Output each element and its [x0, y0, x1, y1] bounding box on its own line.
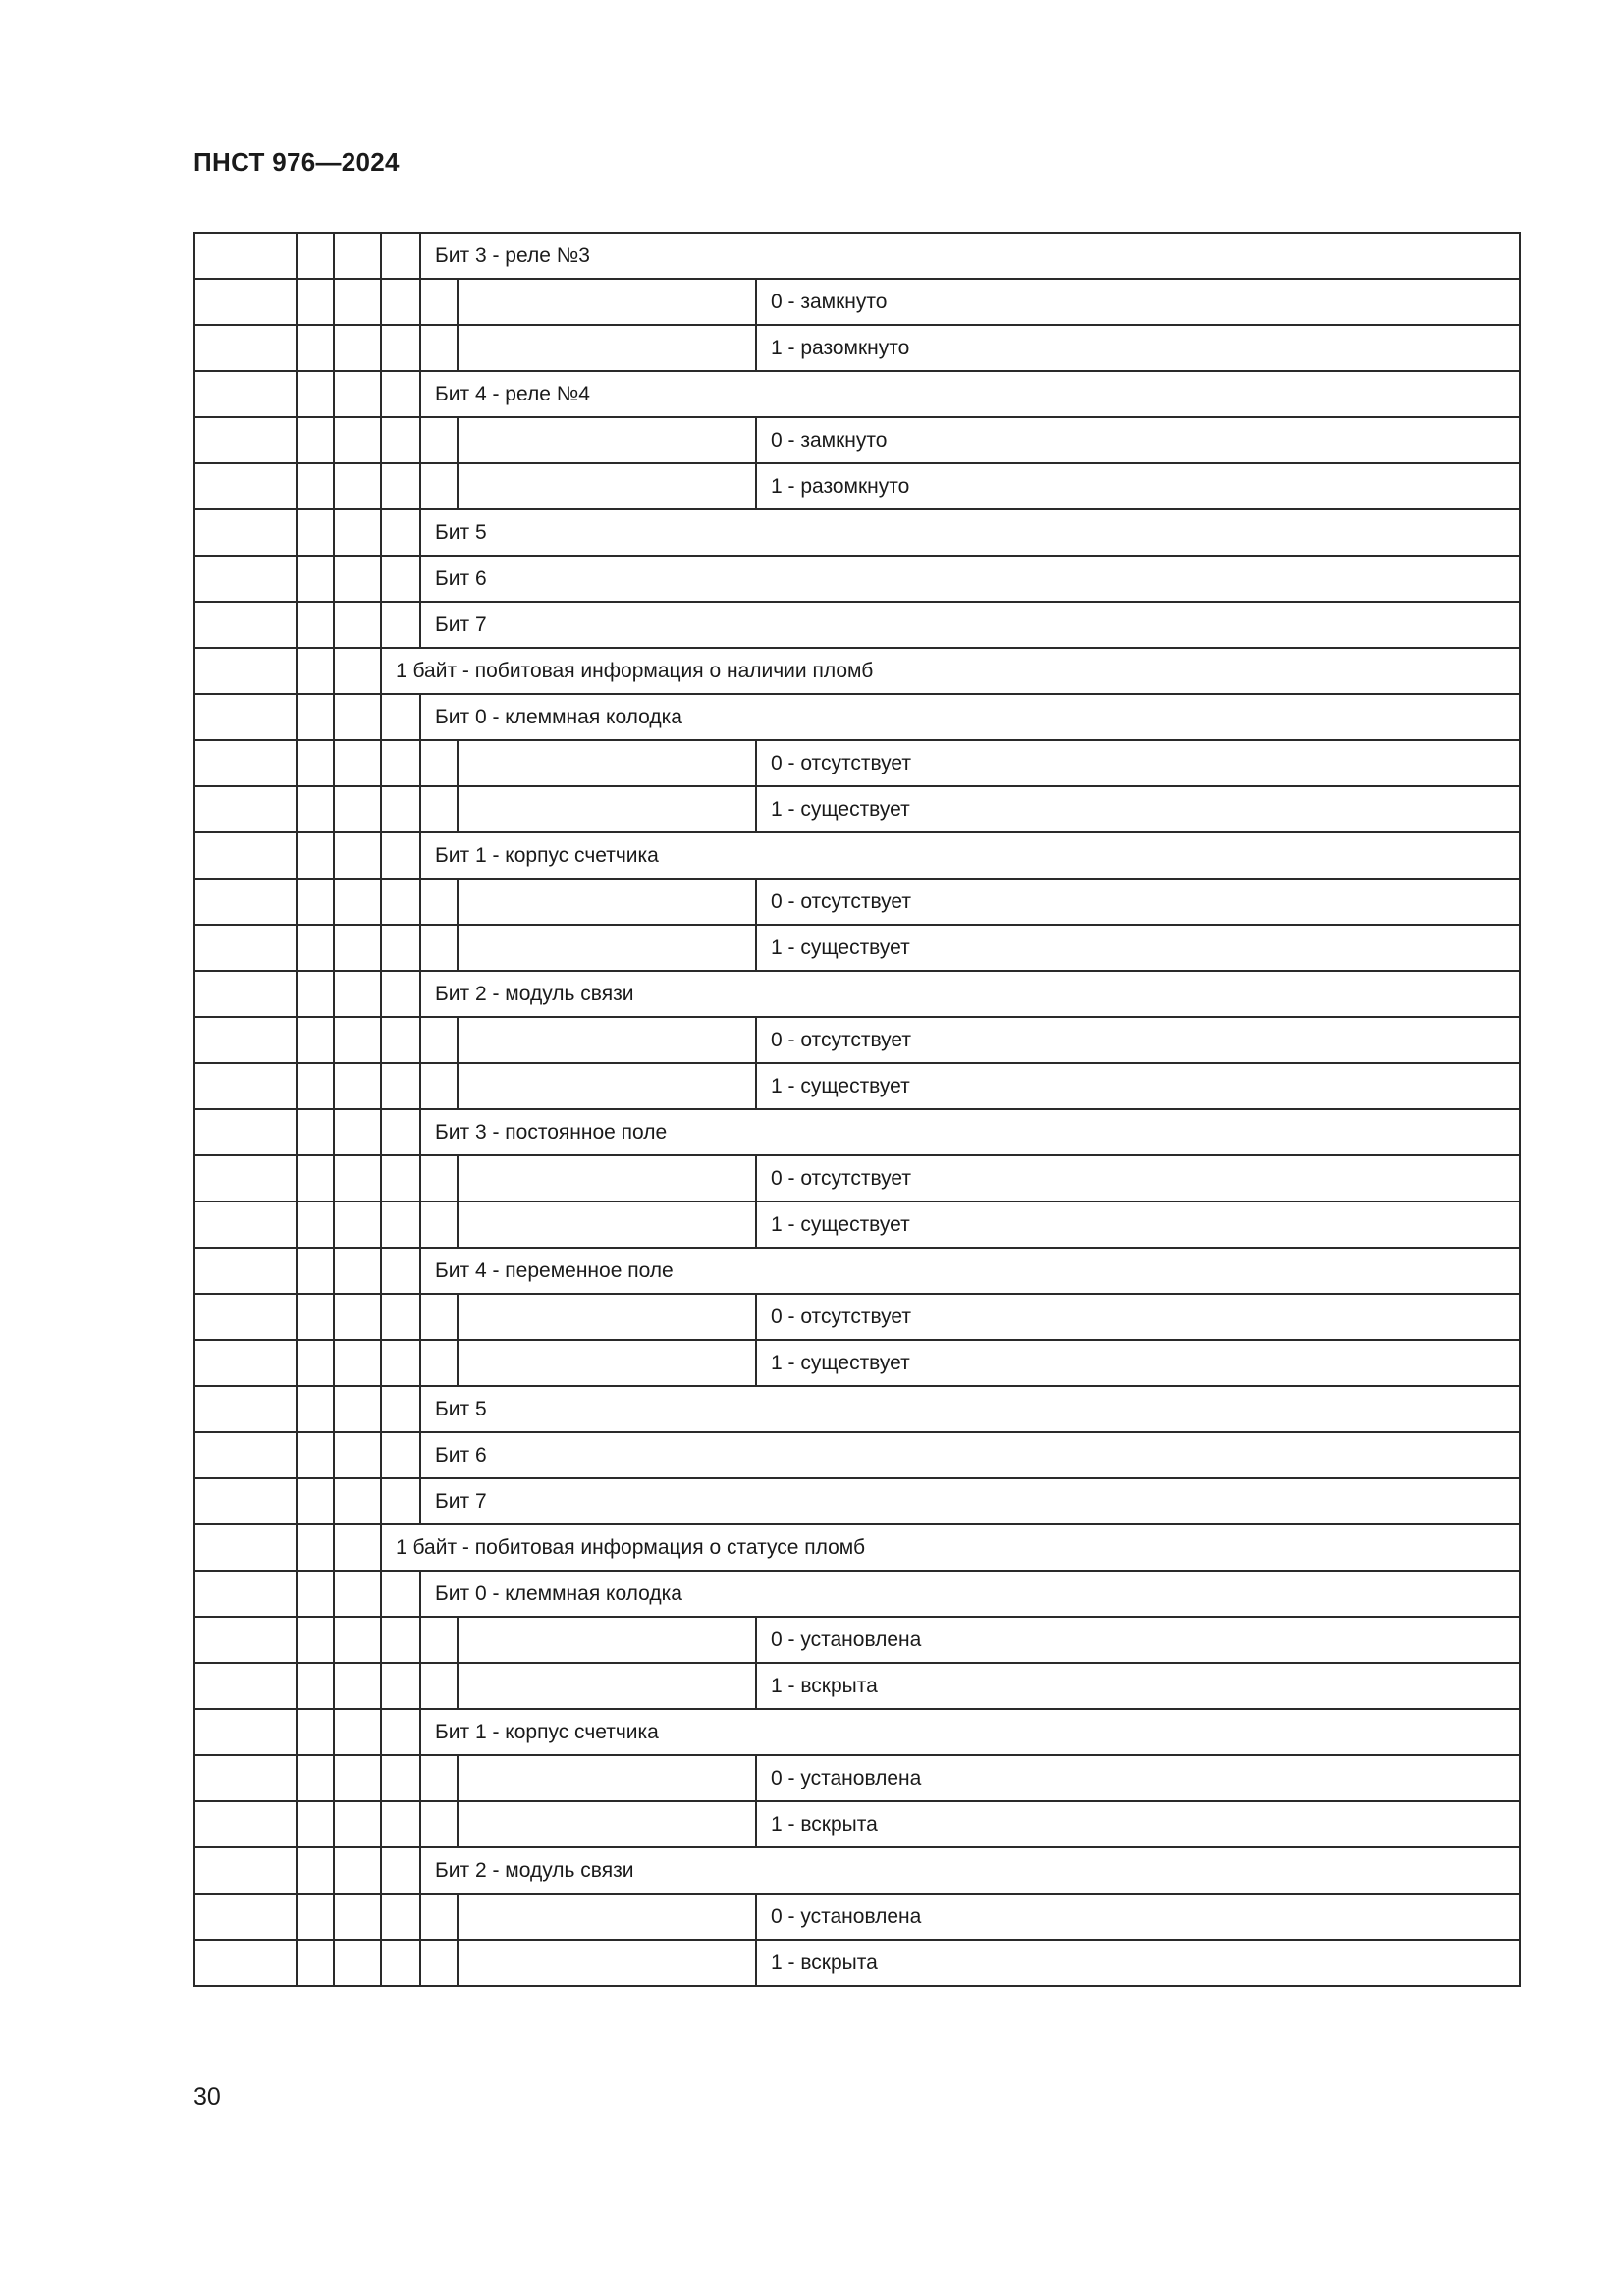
table-row	[194, 648, 1520, 694]
table-row	[194, 1478, 1520, 1524]
empty-cell	[334, 556, 381, 602]
empty-cell	[458, 1294, 756, 1340]
table-row	[194, 1340, 1520, 1386]
specification-table	[193, 232, 1521, 1987]
bit-value-cell: 0 - замкнуто	[756, 417, 1520, 463]
empty-cell	[194, 233, 297, 279]
empty-cell	[194, 694, 297, 740]
table-row	[194, 1709, 1520, 1755]
bit-description-cell: Бит 7	[420, 602, 1520, 648]
empty-cell	[381, 1617, 420, 1663]
empty-cell	[297, 1571, 334, 1617]
empty-cell	[334, 1201, 381, 1248]
bit-value-cell: 0 - отсутствует	[756, 1017, 1520, 1063]
empty-cell	[297, 325, 334, 371]
empty-cell	[334, 1755, 381, 1801]
bit-value-cell: 0 - установлена	[756, 1894, 1520, 1940]
bit-value-cell: 1 - разомкнуто	[756, 325, 1520, 371]
empty-cell	[297, 1248, 334, 1294]
empty-cell	[194, 463, 297, 509]
empty-cell	[194, 1294, 297, 1340]
table-row	[194, 1801, 1520, 1847]
empty-cell	[297, 602, 334, 648]
bit-description-cell: Бит 3 - реле №3	[420, 233, 1520, 279]
empty-cell	[334, 832, 381, 879]
empty-cell	[381, 879, 420, 925]
empty-cell	[381, 463, 420, 509]
empty-cell	[194, 1017, 297, 1063]
empty-cell	[420, 279, 458, 325]
empty-cell	[381, 1894, 420, 1940]
empty-cell	[297, 1478, 334, 1524]
empty-cell	[381, 1478, 420, 1524]
bit-description-cell: Бит 0 - клеммная колодка	[420, 1571, 1520, 1617]
bit-description-cell: Бит 6	[420, 556, 1520, 602]
empty-cell	[334, 1663, 381, 1709]
bit-value-cell: 1 - вскрыта	[756, 1940, 1520, 1986]
empty-cell	[297, 1847, 334, 1894]
empty-cell	[334, 602, 381, 648]
bit-value-cell: 1 - существует	[756, 925, 1520, 971]
empty-cell	[297, 1524, 334, 1571]
empty-cell	[334, 1248, 381, 1294]
table-row	[194, 1663, 1520, 1709]
empty-cell	[334, 509, 381, 556]
empty-cell	[297, 925, 334, 971]
bit-description-cell: Бит 4 - реле №4	[420, 371, 1520, 417]
empty-cell	[420, 325, 458, 371]
bit-description-cell: Бит 4 - переменное поле	[420, 1248, 1520, 1294]
empty-cell	[334, 463, 381, 509]
empty-cell	[381, 925, 420, 971]
empty-cell	[194, 1063, 297, 1109]
empty-cell	[334, 1801, 381, 1847]
bit-value-cell: 1 - разомкнуто	[756, 463, 1520, 509]
empty-cell	[458, 1940, 756, 1986]
empty-cell	[297, 879, 334, 925]
empty-cell	[334, 325, 381, 371]
empty-cell	[297, 1201, 334, 1248]
empty-cell	[297, 1663, 334, 1709]
empty-cell	[381, 1755, 420, 1801]
empty-cell	[194, 509, 297, 556]
empty-cell	[458, 279, 756, 325]
document-header: ПНСТ 976—2024	[193, 147, 400, 177]
empty-cell	[297, 556, 334, 602]
table-row	[194, 1386, 1520, 1432]
empty-cell	[297, 417, 334, 463]
empty-cell	[420, 1017, 458, 1063]
byte-description-cell: 1 байт - побитовая информация о наличии пломб	[381, 648, 1520, 694]
table-row	[194, 371, 1520, 417]
table-row	[194, 602, 1520, 648]
empty-cell	[420, 1755, 458, 1801]
empty-cell	[381, 1709, 420, 1755]
bit-value-cell: 0 - установлена	[756, 1617, 1520, 1663]
empty-cell	[334, 1709, 381, 1755]
empty-cell	[334, 1847, 381, 1894]
empty-cell	[420, 1663, 458, 1709]
empty-cell	[194, 1155, 297, 1201]
empty-cell	[381, 509, 420, 556]
table-row	[194, 325, 1520, 371]
empty-cell	[334, 971, 381, 1017]
empty-cell	[194, 786, 297, 832]
empty-cell	[420, 786, 458, 832]
empty-cell	[420, 1940, 458, 1986]
empty-cell	[420, 740, 458, 786]
empty-cell	[334, 1478, 381, 1524]
empty-cell	[297, 786, 334, 832]
empty-cell	[194, 371, 297, 417]
empty-cell	[194, 648, 297, 694]
empty-cell	[334, 1017, 381, 1063]
bit-value-cell: 0 - отсутствует	[756, 879, 1520, 925]
table-row	[194, 740, 1520, 786]
bit-value-cell: 1 - вскрыта	[756, 1663, 1520, 1709]
table-row	[194, 1432, 1520, 1478]
empty-cell	[420, 417, 458, 463]
empty-cell	[297, 463, 334, 509]
empty-cell	[458, 740, 756, 786]
table-row	[194, 1017, 1520, 1063]
empty-cell	[458, 417, 756, 463]
empty-cell	[458, 463, 756, 509]
empty-cell	[297, 233, 334, 279]
table-row	[194, 832, 1520, 879]
empty-cell	[381, 1248, 420, 1294]
empty-cell	[334, 740, 381, 786]
table-row	[194, 1940, 1520, 1986]
empty-cell	[194, 971, 297, 1017]
bit-value-cell: 1 - существует	[756, 786, 1520, 832]
empty-cell	[297, 1894, 334, 1940]
empty-cell	[381, 694, 420, 740]
table-row	[194, 694, 1520, 740]
empty-cell	[297, 1709, 334, 1755]
empty-cell	[297, 371, 334, 417]
empty-cell	[334, 694, 381, 740]
table-row	[194, 1571, 1520, 1617]
empty-cell	[194, 1663, 297, 1709]
empty-cell	[194, 1571, 297, 1617]
empty-cell	[458, 1063, 756, 1109]
empty-cell	[334, 648, 381, 694]
empty-cell	[334, 1432, 381, 1478]
empty-cell	[334, 879, 381, 925]
empty-cell	[420, 1201, 458, 1248]
empty-cell	[334, 1617, 381, 1663]
empty-cell	[194, 925, 297, 971]
bit-value-cell: 1 - существует	[756, 1063, 1520, 1109]
empty-cell	[297, 1386, 334, 1432]
empty-cell	[297, 740, 334, 786]
table-row	[194, 1755, 1520, 1801]
empty-cell	[334, 786, 381, 832]
empty-cell	[194, 1940, 297, 1986]
table-row	[194, 1894, 1520, 1940]
empty-cell	[297, 1801, 334, 1847]
empty-cell	[297, 1017, 334, 1063]
empty-cell	[194, 1617, 297, 1663]
empty-cell	[334, 1155, 381, 1201]
empty-cell	[194, 1201, 297, 1248]
empty-cell	[381, 1109, 420, 1155]
bit-value-cell: 0 - отсутствует	[756, 1155, 1520, 1201]
table-row	[194, 1294, 1520, 1340]
empty-cell	[381, 1294, 420, 1340]
empty-cell	[297, 1340, 334, 1386]
empty-cell	[194, 1478, 297, 1524]
bit-value-cell: 0 - замкнуто	[756, 279, 1520, 325]
empty-cell	[420, 1294, 458, 1340]
empty-cell	[381, 1155, 420, 1201]
empty-cell	[381, 1571, 420, 1617]
table-row	[194, 1109, 1520, 1155]
empty-cell	[194, 740, 297, 786]
empty-cell	[194, 417, 297, 463]
empty-cell	[381, 1340, 420, 1386]
specification-table-body	[194, 233, 1520, 1986]
empty-cell	[420, 925, 458, 971]
bit-description-cell: Бит 2 - модуль связи	[420, 971, 1520, 1017]
empty-cell	[381, 786, 420, 832]
empty-cell	[458, 1017, 756, 1063]
empty-cell	[297, 694, 334, 740]
table-row	[194, 1063, 1520, 1109]
empty-cell	[334, 1940, 381, 1986]
empty-cell	[194, 1801, 297, 1847]
empty-cell	[334, 417, 381, 463]
empty-cell	[334, 1571, 381, 1617]
empty-cell	[458, 925, 756, 971]
empty-cell	[420, 879, 458, 925]
empty-cell	[381, 233, 420, 279]
table-row	[194, 556, 1520, 602]
table-row	[194, 1847, 1520, 1894]
empty-cell	[381, 1201, 420, 1248]
table-row	[194, 925, 1520, 971]
empty-cell	[381, 325, 420, 371]
empty-cell	[420, 1801, 458, 1847]
empty-cell	[334, 1524, 381, 1571]
empty-cell	[381, 1801, 420, 1847]
empty-cell	[381, 1386, 420, 1432]
empty-cell	[420, 1340, 458, 1386]
empty-cell	[334, 1294, 381, 1340]
bit-description-cell: Бит 3 - постоянное поле	[420, 1109, 1520, 1155]
empty-cell	[420, 463, 458, 509]
empty-cell	[381, 556, 420, 602]
empty-cell	[381, 1017, 420, 1063]
empty-cell	[381, 1663, 420, 1709]
empty-cell	[194, 1432, 297, 1478]
empty-cell	[297, 1155, 334, 1201]
empty-cell	[194, 1847, 297, 1894]
empty-cell	[381, 1432, 420, 1478]
empty-cell	[420, 1063, 458, 1109]
bit-description-cell: Бит 2 - модуль связи	[420, 1847, 1520, 1894]
table-row	[194, 971, 1520, 1017]
empty-cell	[297, 971, 334, 1017]
empty-cell	[194, 602, 297, 648]
empty-cell	[381, 1940, 420, 1986]
bit-value-cell: 0 - установлена	[756, 1755, 1520, 1801]
bit-description-cell: Бит 1 - корпус счетчика	[420, 1709, 1520, 1755]
empty-cell	[194, 1524, 297, 1571]
empty-cell	[381, 602, 420, 648]
byte-description-cell: 1 байт - побитовая информация о статусе пломб	[381, 1524, 1520, 1571]
empty-cell	[381, 371, 420, 417]
bit-value-cell: 1 - существует	[756, 1340, 1520, 1386]
empty-cell	[458, 325, 756, 371]
empty-cell	[381, 1847, 420, 1894]
empty-cell	[381, 1063, 420, 1109]
table-row	[194, 509, 1520, 556]
empty-cell	[297, 1432, 334, 1478]
empty-cell	[458, 879, 756, 925]
table-row	[194, 233, 1520, 279]
empty-cell	[420, 1155, 458, 1201]
empty-cell	[297, 1109, 334, 1155]
bit-value-cell: 0 - отсутствует	[756, 1294, 1520, 1340]
empty-cell	[297, 1063, 334, 1109]
empty-cell	[381, 279, 420, 325]
empty-cell	[194, 325, 297, 371]
page-number: 30	[193, 2083, 221, 2110]
empty-cell	[334, 279, 381, 325]
empty-cell	[381, 740, 420, 786]
empty-cell	[334, 1386, 381, 1432]
empty-cell	[297, 279, 334, 325]
bit-description-cell: Бит 6	[420, 1432, 1520, 1478]
table-row	[194, 463, 1520, 509]
bit-value-cell: 1 - существует	[756, 1201, 1520, 1248]
empty-cell	[458, 1663, 756, 1709]
empty-cell	[334, 1894, 381, 1940]
empty-cell	[334, 371, 381, 417]
empty-cell	[334, 1109, 381, 1155]
empty-cell	[458, 1340, 756, 1386]
table-row	[194, 786, 1520, 832]
empty-cell	[297, 1755, 334, 1801]
empty-cell	[334, 233, 381, 279]
table-row	[194, 1248, 1520, 1294]
bit-description-cell: Бит 5	[420, 1386, 1520, 1432]
empty-cell	[194, 556, 297, 602]
table-row	[194, 879, 1520, 925]
empty-cell	[297, 648, 334, 694]
empty-cell	[194, 1340, 297, 1386]
empty-cell	[297, 832, 334, 879]
empty-cell	[458, 1617, 756, 1663]
empty-cell	[334, 1340, 381, 1386]
empty-cell	[420, 1894, 458, 1940]
empty-cell	[194, 1386, 297, 1432]
empty-cell	[381, 971, 420, 1017]
bit-description-cell: Бит 1 - корпус счетчика	[420, 832, 1520, 879]
empty-cell	[194, 1709, 297, 1755]
table-row	[194, 1524, 1520, 1571]
bit-description-cell: Бит 7	[420, 1478, 1520, 1524]
empty-cell	[458, 1894, 756, 1940]
empty-cell	[194, 1755, 297, 1801]
empty-cell	[297, 509, 334, 556]
empty-cell	[381, 417, 420, 463]
empty-cell	[458, 786, 756, 832]
empty-cell	[194, 832, 297, 879]
empty-cell	[458, 1755, 756, 1801]
empty-cell	[194, 1894, 297, 1940]
empty-cell	[194, 279, 297, 325]
empty-cell	[458, 1801, 756, 1847]
empty-cell	[297, 1617, 334, 1663]
empty-cell	[194, 879, 297, 925]
empty-cell	[194, 1109, 297, 1155]
table-row	[194, 279, 1520, 325]
empty-cell	[458, 1201, 756, 1248]
empty-cell	[458, 1155, 756, 1201]
table-row	[194, 1201, 1520, 1248]
empty-cell	[297, 1940, 334, 1986]
bit-value-cell: 0 - отсутствует	[756, 740, 1520, 786]
empty-cell	[334, 925, 381, 971]
bit-description-cell: Бит 5	[420, 509, 1520, 556]
empty-cell	[297, 1294, 334, 1340]
empty-cell	[194, 1248, 297, 1294]
empty-cell	[334, 1063, 381, 1109]
bit-description-cell: Бит 0 - клеммная колодка	[420, 694, 1520, 740]
table-row	[194, 417, 1520, 463]
table-row	[194, 1617, 1520, 1663]
empty-cell	[381, 832, 420, 879]
table-row	[194, 1155, 1520, 1201]
empty-cell	[420, 1617, 458, 1663]
bit-value-cell: 1 - вскрыта	[756, 1801, 1520, 1847]
